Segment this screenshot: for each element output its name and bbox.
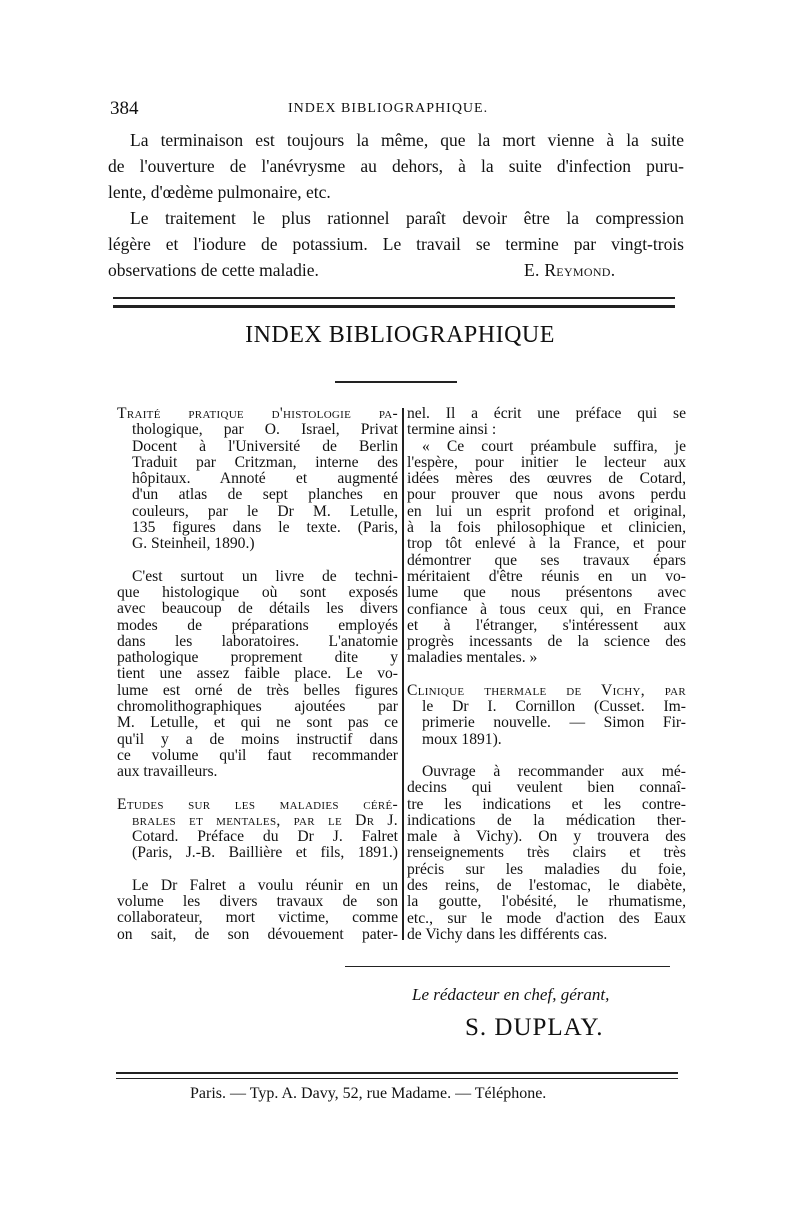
paragraph-line: tient une assez faible place. Le vo- <box>117 665 398 683</box>
paragraph-line: volume les divers travaux de son <box>117 893 398 911</box>
section-title: INDEX BIBLIOGRAPHIQUE <box>245 322 555 348</box>
paragraph-line: trop tôt enlevé à la France, et pour <box>407 535 686 553</box>
column-separator <box>402 408 404 940</box>
review-paragraph <box>407 764 686 943</box>
entry-line: primerie nouvelle. — Simon Fir- <box>422 714 686 732</box>
left-column <box>117 406 398 943</box>
entry-line: (Paris, J.-B. Baillière et fils, 1891.) <box>132 844 398 862</box>
divider-rule <box>113 297 675 299</box>
paragraph-line: indications de la médication ther- <box>407 811 686 829</box>
bibliography-entry <box>117 797 398 862</box>
paragraph-line: la goutte, l'obésité, le rhumatisme, <box>407 893 686 911</box>
intro-author: E. Reymond. <box>524 260 616 280</box>
paragraph-line: démontrer que ses travaux épars <box>407 551 686 569</box>
paragraph-line: termine ainsi : <box>407 421 497 439</box>
title-underline <box>335 381 457 383</box>
intro-line: La terminaison est toujours la même, que la mort vienne à la suite <box>130 130 684 150</box>
bibliography-entry <box>117 406 398 553</box>
paragraph-line: méritaient d'être réunis en un vo- <box>407 567 686 585</box>
paragraph-line: l'espère, pour initier le lecteur aux <box>407 453 686 471</box>
entry-line: Cotard. Préface du Dr J. Falret <box>132 828 398 846</box>
intro-line: observations de cette maladie. <box>108 260 319 280</box>
paragraph-line: lume est orné de très belles figures <box>117 681 398 699</box>
paragraph-line: collaborateur, mort victime, comme <box>117 909 398 927</box>
intro-line: lente, d'œdème pulmonaire, etc. <box>108 182 331 202</box>
entry-line: Clinique thermale de Vichy, par <box>407 681 686 699</box>
paragraph-line: modes de préparations employés <box>117 616 398 634</box>
paragraph-line: de Vichy dans les différents cas. <box>407 925 608 943</box>
paragraph-line: male à Vichy). On y trouvera des <box>407 828 686 846</box>
paragraph-line: progrès incessants de la science des <box>407 633 686 651</box>
entry-line: hôpitaux. Annoté et augmenté <box>132 470 398 488</box>
entry-line: Traduit par Critzman, interne des <box>132 453 398 471</box>
review-paragraph <box>117 569 398 781</box>
entry-line: couleurs, par le Dr M. Letulle, <box>132 502 398 520</box>
entry-line: d'un atlas de sept planches en <box>132 486 398 504</box>
printer-imprint: Paris. — Typ. A. Davy, 52, rue Madame. — Téléphone. <box>190 1085 547 1102</box>
intro-line: Le traitement le plus rationnel paraît devoir être la compression <box>130 208 684 228</box>
entry-line: Etudes sur les maladies céré- <box>117 795 398 813</box>
paragraph-line: renseignements très clairs et très <box>407 844 686 862</box>
paragraph-line: à la fois philosophique et clinicien, <box>407 519 686 537</box>
paragraph-line: en lui un esprit profond et original, <box>407 502 686 520</box>
entry-line: le Dr I. Cornillon (Cusset. Im- <box>422 698 686 716</box>
paragraph-line: pathologique proprement dite y <box>117 649 398 667</box>
divider-rule <box>116 1078 678 1079</box>
paragraph-line: etc., sur le mode d'action des Eaux <box>407 909 686 927</box>
entry-line: G. Steinheil, 1890.) <box>132 535 255 553</box>
paragraph-line: Ouvrage à recommander aux mé- <box>422 762 686 780</box>
right-column <box>407 406 686 943</box>
paragraph-line: avec beaucoup de détails les divers <box>117 600 398 618</box>
paragraph-line: maladies mentales. » <box>407 649 538 667</box>
entry-line: Docent à l'Université de Berlin <box>132 437 398 455</box>
intro-line: de l'ouverture de l'anévrysme au dehors, à la suite d'infection puru- <box>108 156 684 176</box>
paragraph-line: on sait, de son dévouement pater- <box>117 925 398 943</box>
entry-line: moux 1891). <box>422 730 502 748</box>
paragraph-line: nel. Il a écrit une préface qui se <box>407 405 686 422</box>
divider-rule <box>116 1072 678 1074</box>
intro-line: légère et l'iodure de potassium. Le travail se termine par vingt-trois <box>108 234 684 254</box>
review-paragraph <box>407 406 686 667</box>
bibliography-entry <box>407 683 686 748</box>
paragraph-line: decins qui veulent bien connaî- <box>407 779 686 797</box>
paragraph-line: lume que nous présentons avec <box>407 584 686 602</box>
paragraph-line: et à l'étranger, s'intéressent aux <box>407 616 686 634</box>
paragraph-line: Le Dr Falret a voulu réunir en un <box>132 876 398 894</box>
paragraph-line: C'est surtout un livre de techni- <box>132 567 398 585</box>
paragraph-line: « Ce court préambule suffira, je <box>422 437 686 455</box>
running-title: INDEX BIBLIOGRAPHIQUE. <box>288 101 489 116</box>
entry-line: brales et mentales, par le Dr J. <box>132 811 398 829</box>
paragraph-line: idées mères des œuvres de Cotard, <box>407 470 686 488</box>
editor-role: Le rédacteur en chef, gérant, <box>412 985 610 1004</box>
paragraph-line: des reins, de l'estomac, le diabète, <box>407 877 686 895</box>
paragraph-line: pour prouver que nous avons perdu <box>407 486 686 504</box>
paragraph-line: qu'il y a de moins instructif dans <box>117 730 398 748</box>
paragraph-line: aux travailleurs. <box>117 763 218 781</box>
paragraph-line: dans les laboratoires. L'anatomie <box>117 632 398 650</box>
entry-line: 135 figures dans le texte. (Paris, <box>132 519 398 537</box>
review-paragraph <box>117 878 398 943</box>
divider-rule <box>113 305 675 308</box>
paragraph-line: que histologique où sont exposés <box>117 583 398 601</box>
paragraph-line: précis sur les maladies du foie, <box>407 860 686 878</box>
paragraph-line: M. Letulle, et qui ne sont pas ce <box>117 714 398 732</box>
paragraph-line: chromolithographiques ajoutées par <box>117 698 398 716</box>
paragraph-line: ce volume qu'il faut recommander <box>117 746 398 764</box>
entry-line: Traité pratique d'histologie pa- <box>117 405 398 422</box>
paragraph-line: confiance à tous ceux qui, en France <box>407 600 686 618</box>
editor-name: S. DUPLAY. <box>465 1014 604 1041</box>
entry-line: thologique, par O. Israel, Privat <box>132 421 398 439</box>
page-number: 384 <box>110 98 139 119</box>
paragraph-line: tre les indications et les contre- <box>407 795 686 813</box>
divider-rule <box>345 966 670 967</box>
